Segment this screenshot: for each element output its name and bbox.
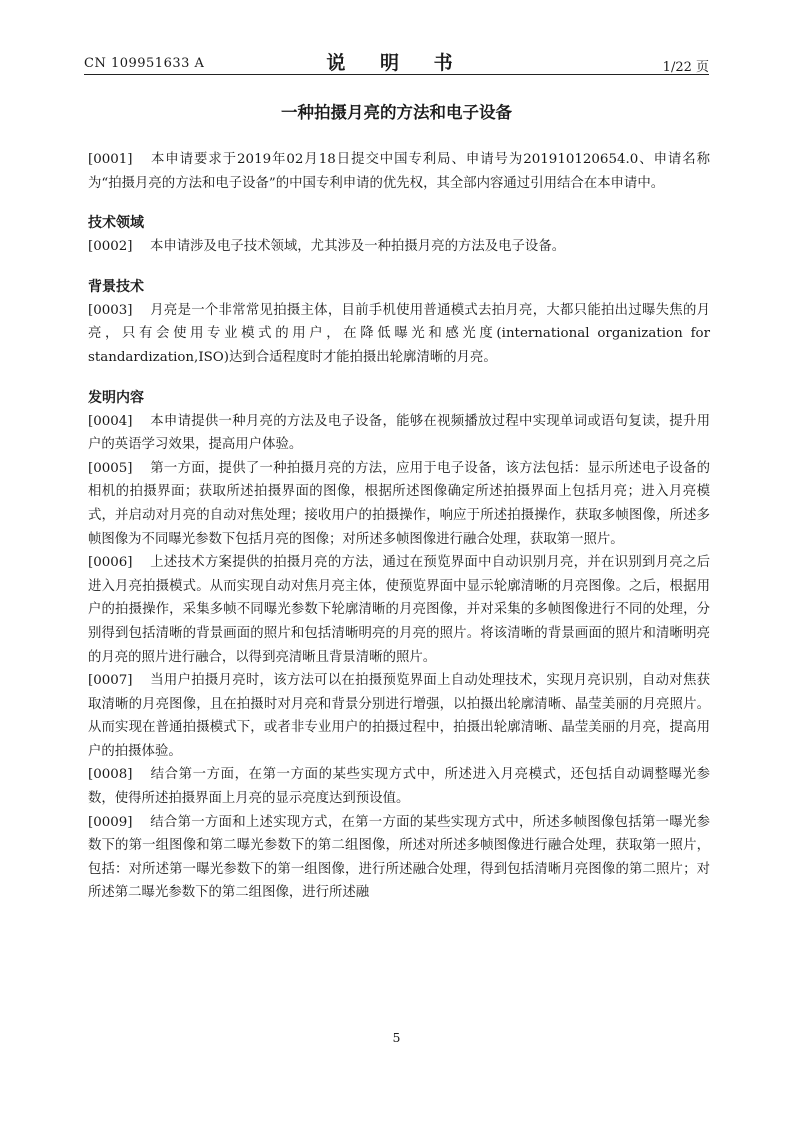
paragraph-number: [0002] xyxy=(88,239,133,255)
paragraph-number: [0005] xyxy=(88,460,133,476)
section-heading-background: 背景技术 xyxy=(88,278,144,295)
paragraph-text: 结合第一方面和上述实现方式，在第一方面的某些实现方式中，所述多帧图像包括第一曝光参数下的第一组图像和第二曝光参数下的第二组图像，所述对所述多帧图像进行融合处理，获取第一照片，包括：对所述第一曝光参数下的第一组图像，进行所述融合处理，得到包括清晰月亮图像的第二照片；对所述第二曝光参数下的第二组图像，进行所述融 xyxy=(88,814,710,901)
paragraph xyxy=(88,551,710,669)
paragraph xyxy=(88,410,710,457)
paragraph-text: 第一方面，提供了一种拍摄月亮的方法，应用于电子设备，该方法包括：显示所述电子设备的相机的拍摄界面；获取所述拍摄界面的图像，根据所述图像确定所述拍摄界面上包括月亮；进入月亮模式，并启动对月亮的自动对焦处理；接收用户的拍摄操作，响应于所述拍摄操作，获取多帧图像，所述多帧图像为不同曝光参数下包括月亮的图像；对所述多帧图像进行融合处理，获取第一照片。 xyxy=(88,460,710,547)
paragraph xyxy=(88,457,710,551)
paragraph-text: 本申请涉及电子技术领域，尤其涉及一种拍摄月亮的方法及电子设备。 xyxy=(150,239,566,255)
document-type: 说 明 书 xyxy=(326,52,467,74)
paragraph xyxy=(88,299,710,370)
paragraph xyxy=(88,235,710,259)
publication-number: CN 109951633 A xyxy=(84,56,205,71)
page-header xyxy=(84,44,709,75)
paragraph-text: 本申请提供一种月亮的方法及电子设备，能够在视频播放过程中实现单词或语句复读，提升用户的英语学习效果，提高用户体验。 xyxy=(88,413,710,453)
paragraph-number: [0006] xyxy=(88,555,133,571)
paragraph xyxy=(88,669,710,763)
paragraph-text: 本申请要求于2019年02月18日提交中国专利局、申请号为201910120654.0、申请名称为“拍摄月亮的方法和电子设备”的中国专利申请的优先权，其全部内容通过引用结合在本申请中。 xyxy=(88,152,710,191)
paragraph xyxy=(88,811,710,905)
section-page-info: 1/22 页 xyxy=(662,60,709,75)
paragraph-text: 月亮是一个非常常见拍摄主体，目前手机使用普通模式去拍月亮，大都只能拍出过曝失焦的月亮，只有会使用专业模式的用户，在降低曝光和感光度(international organization for standardization,ISO)达到合适程度时才能拍摄出轮廓清晰的月亮。 xyxy=(88,302,710,365)
document-body xyxy=(88,148,710,905)
paragraph-number: [0001] xyxy=(88,152,133,167)
paragraph-text: 结合第一方面，在第一方面的某些实现方式中，所述进入月亮模式，还包括自动调整曝光参数，使得所述拍摄界面上月亮的显示亮度达到预设值。 xyxy=(88,767,710,807)
paragraph xyxy=(88,148,710,195)
section-heading-summary: 发明内容 xyxy=(88,389,144,406)
paragraph-number: [0008] xyxy=(88,767,133,783)
paragraph-text: 上述技术方案提供的拍摄月亮的方法，通过在预览界面中自动识别月亮，并在识别到月亮之后进入月亮拍摄模式。从而实现自动对焦月亮主体，使预览界面中显示轮廓清晰的月亮图像。之后，根据用户的拍摄操作，采集多帧不同曝光参数下轮廓清晰的月亮图像，并对采集的多帧图像进行不同的处理，分别得到包括清晰的背景画面的照片和包括清晰明亮的月亮的照片。将该清晰的背景画面的照片和清晰明亮的月亮的照片进行融合，以得到亮清晰且背景清晰的照片。 xyxy=(88,555,710,665)
paragraph-number: [0009] xyxy=(88,814,133,830)
section-heading-technical-field: 技术领域 xyxy=(88,215,144,232)
paragraph xyxy=(88,763,710,810)
paragraph-number: [0007] xyxy=(88,673,133,689)
paragraph-number: [0004] xyxy=(88,413,133,429)
document-title: 一种拍摄月亮的方法和电子设备 xyxy=(281,103,512,122)
page-number: 5 xyxy=(392,1030,401,1045)
paragraph-text: 当用户拍摄月亮时，该方法可以在拍摄预览界面上自动处理技术，实现月亮识别，自动对焦获取清晰的月亮图像，且在拍摄时对月亮和背景分别进行增强，以拍摄出轮廓清晰、晶莹美丽的月亮照片。从而实现在普通拍摄模式下，或者非专业用户的拍摄过程中，拍摄出轮廓清晰、晶莹美丽的月亮，提高用户的拍摄体验。 xyxy=(88,673,710,759)
paragraph-number: [0003] xyxy=(88,302,133,318)
